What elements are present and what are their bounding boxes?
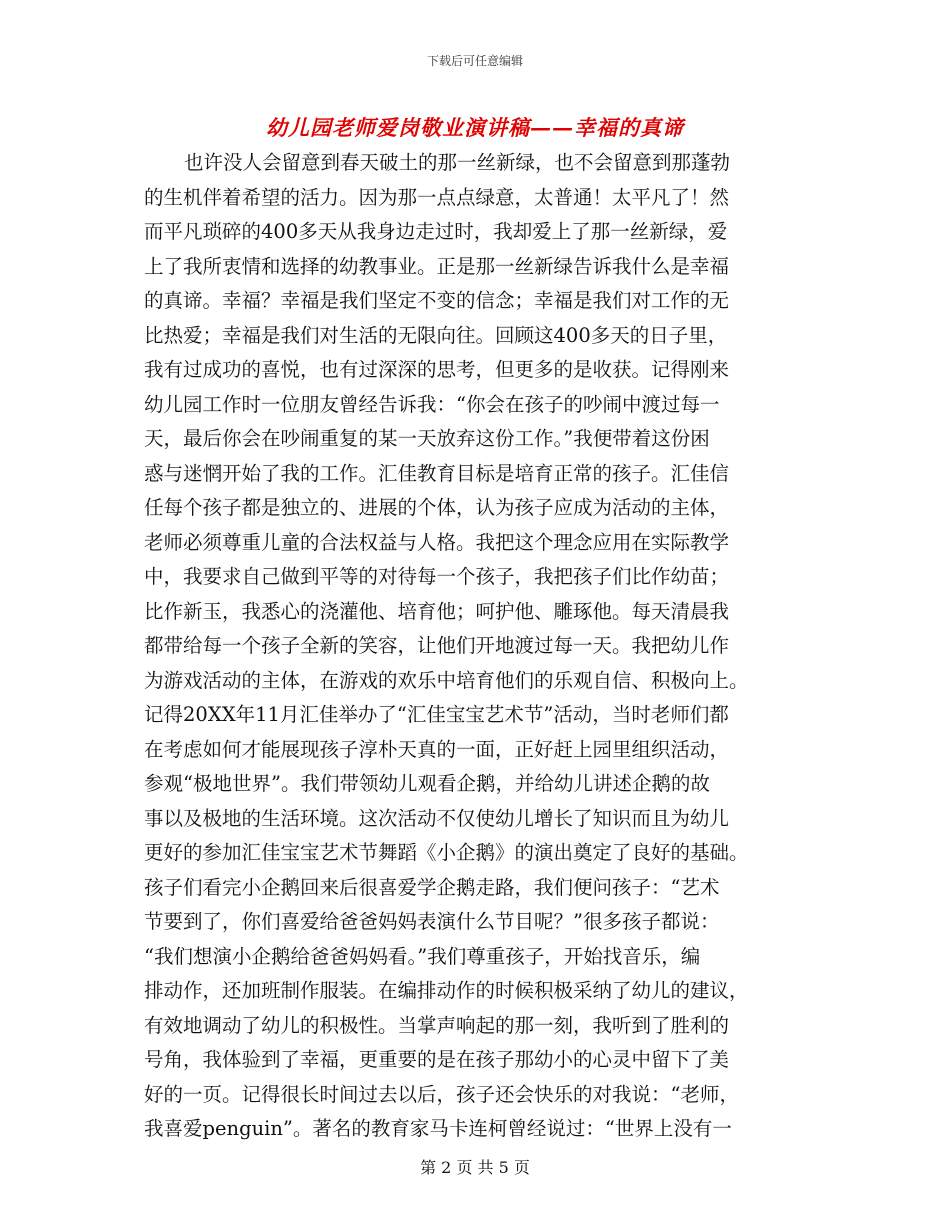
document-title: 幼儿园老师爱岗敬业演讲稿——幸福的真谛	[266, 115, 684, 140]
text-line: 幼儿园工作时一位朋友曾经告诉我：“你会在孩子的吵闹中渡过每一	[144, 392, 720, 416]
text-line: 更好的参加汇佳宝宝艺术节舞蹈《小企鹅》的演出奠定了良好的基础。	[144, 841, 749, 864]
text-line: 在考虑如何才能展现孩子淳朴天真的一面，正好赶上园里组织活动，	[144, 737, 730, 761]
body-text	[144, 146, 804, 1147]
text-line: 记得20XX年11月汇佳举办了“汇佳宝宝艺术节”活动，当时老师们都	[144, 703, 729, 726]
page-number: 第 2 页 共 5 页	[420, 1158, 530, 1177]
text-line: 好的一页。记得很长时间过去以后，孩子还会快乐的对我说：“老师，	[144, 1082, 739, 1106]
text-line: 参观“极地世界”。我们带领幼儿观看企鹅，并给幼儿讲述企鹅的故	[144, 772, 710, 795]
text-line: 的生机伴着希望的活力。因为那一点点绿意，太普通！太平凡了！然	[144, 185, 730, 209]
text-line: 我有过成功的喜悦，也有过深深的思考，但更多的是收获。记得刚来	[144, 358, 730, 381]
text-line: 老师必须尊重儿童的合法权益与人格。我把这个理念应用在实际教学	[144, 530, 730, 554]
text-line: 节要到了，你们喜爱给爸爸妈妈表演什么节目呢？”很多孩子都说：	[144, 910, 720, 933]
text-line: 有效地调动了幼儿的积极性。当掌声响起的那一刻，我听到了胜利的	[144, 1013, 730, 1037]
text-line: 比热爱；幸福是我们对生活的无限向往。回顾这400多天的日子里，	[144, 323, 728, 347]
text-line: 比作新玉，我悉心的浇灌他、培育他；呵护他、雕琢他。每天清晨我	[144, 599, 730, 623]
text-line: 的真谛。幸福？幸福是我们坚定不变的信念；幸福是我们对工作的无	[144, 289, 730, 312]
text-line: 我喜爱penguin”。著名的教育家马卡连柯曾经说过：“世界上没有一	[144, 1117, 732, 1140]
text-line: 天，最后你会在吵闹重复的某一天放弃这份工作。”我便带着这份困	[144, 427, 710, 450]
text-line: 任每个孩子都是独立的、进展的个体，认为孩子应成为活动的主体，	[144, 496, 730, 519]
text-line: 也许没人会留意到春天破土的那一丝新绿，也不会留意到那蓬勃	[184, 151, 731, 174]
text-line: 中，我要求自己做到平等的对待每一个孩子，我把孩子们比作幼苗；	[144, 565, 730, 588]
text-line: 惑与迷惘开始了我的工作。汇佳教育目标是培育正常的孩子。汇佳信	[144, 461, 730, 485]
text-line: 排动作，还加班制作服装。在编排动作的时候积极采纳了幼儿的建议，	[144, 979, 749, 1002]
text-line: 号角，我体验到了幸福，更重要的是在孩子那幼小的心灵中留下了美	[144, 1048, 730, 1071]
text-line: 为游戏活动的主体，在游戏的欢乐中培育他们的乐观自信、积极向上。	[144, 668, 749, 692]
page-header-note: 下载后可任意编辑	[426, 54, 523, 68]
text-line: “我们想演小企鹅给爸爸妈妈看。”我们尊重孩子，开始找音乐，编	[144, 944, 701, 968]
text-line: 都带给每一个孩子全新的笑容，让他们开地渡过每一天。我把幼儿作	[144, 634, 730, 657]
text-line: 事以及极地的生活环境。这次活动不仅使幼儿增长了知识而且为幼儿	[144, 806, 730, 830]
text-line: 孩子们看完小企鹅回来后很喜爱学企鹅走路，我们便问孩子：“艺术	[144, 875, 720, 899]
text-line: 而平凡琐碎的400多天从我身边走过时，我却爱上了那一丝新绿，爱	[144, 220, 728, 243]
text-line: 上了我所衷情和选择的幼教事业。正是那一丝新绿告诉我什么是幸福	[144, 254, 730, 278]
